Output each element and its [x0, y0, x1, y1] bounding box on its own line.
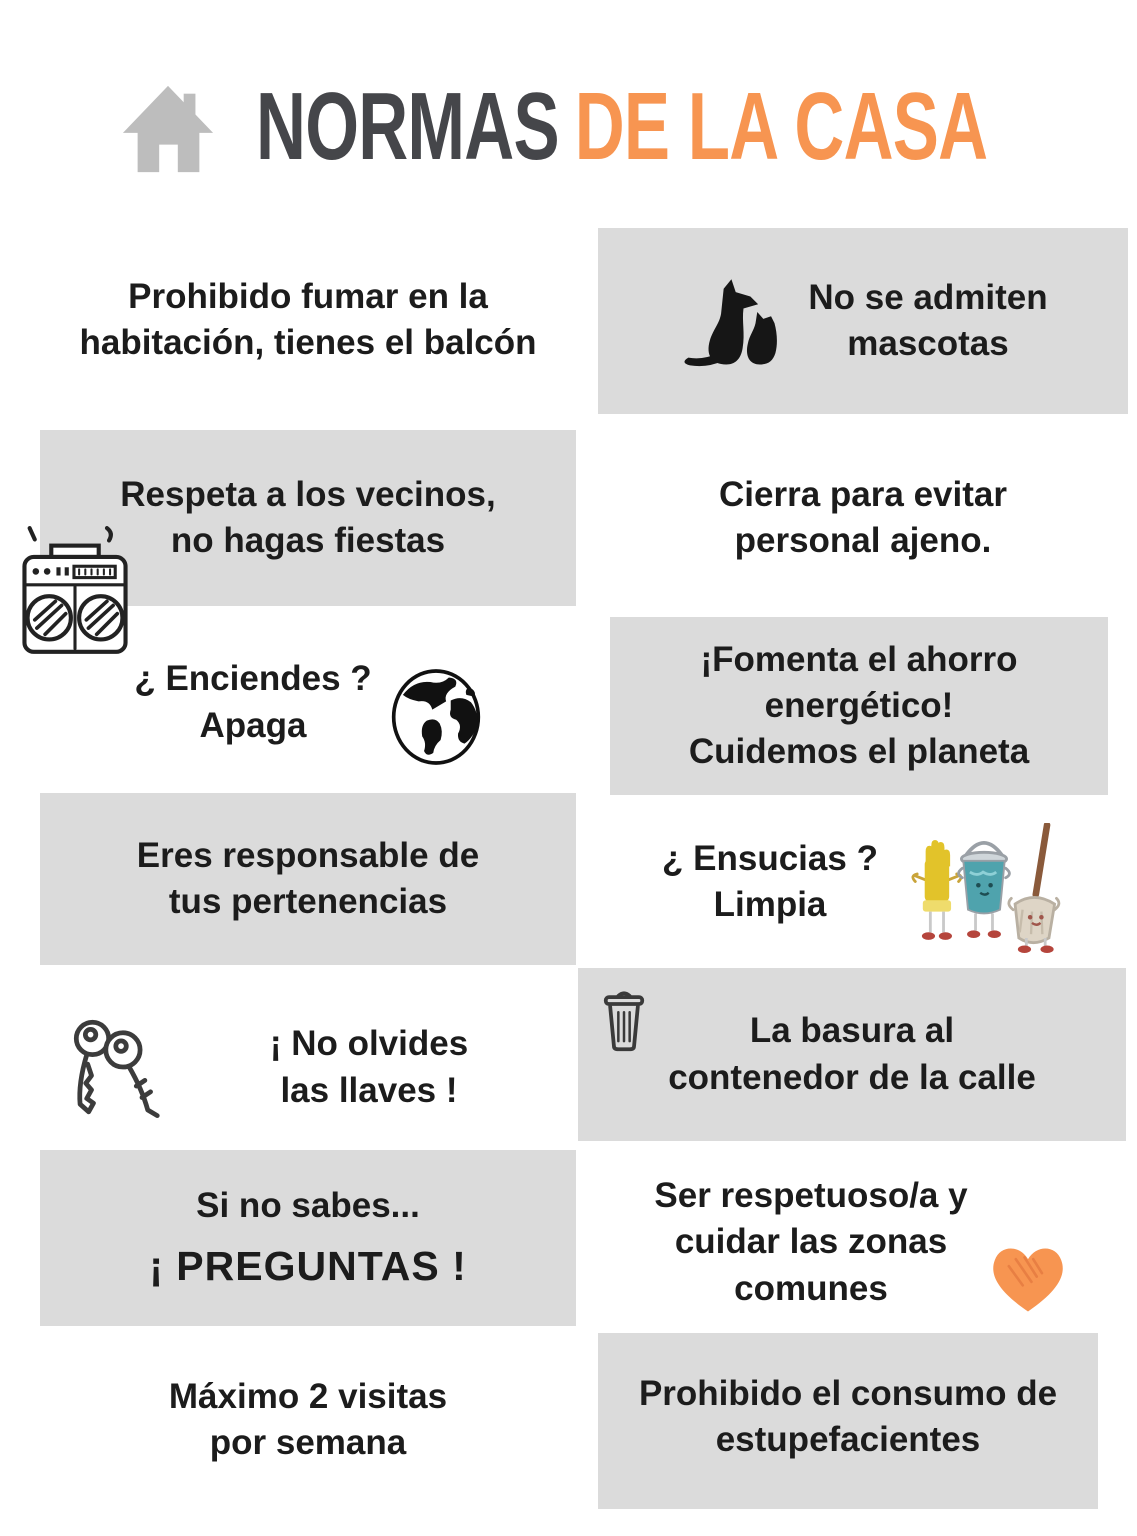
rule-no-smoking-text: Prohibido fumar en la habitación, tienes el balcón: [79, 276, 537, 362]
rule-respect-neighbors-text: Respeta a los vecinos, no hagas fiestas: [120, 474, 496, 560]
rule-trash: [578, 968, 1126, 1141]
rule-keys: [40, 990, 576, 1145]
rule-no-drugs: [598, 1333, 1098, 1509]
rule-close-door: [598, 435, 1128, 601]
rule-trash-text: La basura al contenedor de la calle: [668, 1011, 1036, 1097]
rule-respect-common-areas: [598, 1155, 1128, 1330]
title-word-de-la-casa: DE LA CASA: [574, 73, 988, 180]
cleaning-tools-icon: [904, 823, 1064, 955]
rule-ask-questions-text: Si no sabes... ¡ PREGUNTAS !: [149, 1185, 467, 1290]
rule-clean-up-text: ¿ Ensucias ? Limpia: [662, 838, 878, 924]
rule-close-door-text: Cierra para evitar personal ajeno.: [719, 474, 1007, 560]
poster-title: [256, 72, 987, 182]
rule-turn-off-lights-text: ¿ Enciendes ? Apaga: [134, 659, 372, 745]
rule-ask-questions: [40, 1150, 576, 1326]
rule-no-smoking: [40, 235, 576, 405]
boombox-radio-icon: [18, 525, 132, 657]
rule-no-pets: [598, 228, 1128, 414]
title-word-normas: NORMAS: [256, 73, 559, 180]
rule-respect-common-areas-text: Ser respetuoso/a y cuidar las zonas comunes: [654, 1176, 968, 1308]
earth-globe-icon: [390, 667, 482, 767]
rule-save-energy: [610, 617, 1108, 795]
heart-icon: [984, 1233, 1072, 1315]
rule-belongings-text: Eres responsable de tus pertenencias: [136, 835, 480, 921]
rule-visits-text: Máximo 2 visitas por semana: [168, 1376, 448, 1462]
rule-save-energy-text: ¡Fomenta el ahorro energético! Cuidemos el planeta: [688, 639, 1030, 772]
keys-icon: [62, 1009, 162, 1127]
rule-clean-up: [598, 798, 1128, 966]
rule-no-pets-text: No se admiten mascotas: [808, 277, 1048, 363]
trash-can-icon: [602, 988, 646, 1054]
rule-belongings: [40, 793, 576, 965]
house-icon: [118, 78, 218, 176]
rule-keys-text: ¡ No olvides las llaves !: [269, 1024, 469, 1110]
rule-no-drugs-text: Prohibido el consumo de estupefacientes: [638, 1374, 1058, 1460]
dog-cat-icon: [678, 270, 790, 372]
rule-visits: [40, 1350, 576, 1490]
